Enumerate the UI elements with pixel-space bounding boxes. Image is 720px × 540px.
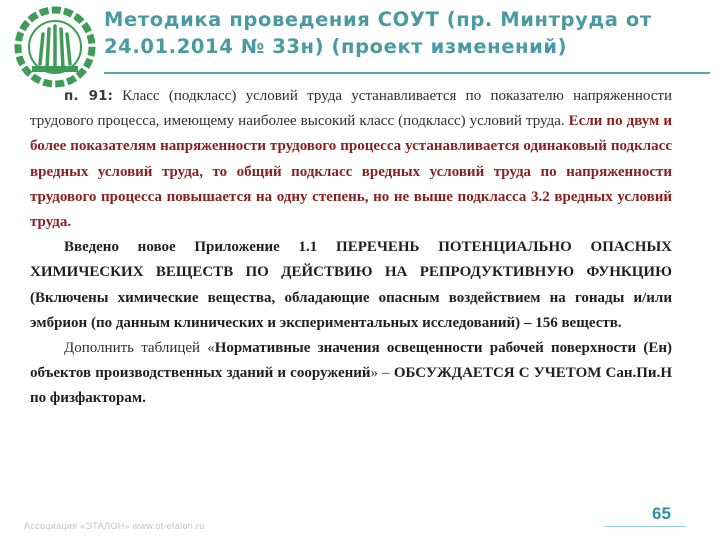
title-line-1: Методика проведения СОУТ (пр. Минтруда от — [104, 8, 652, 31]
footer-org: Ассоциация «ЭТАЛОН» www.ot-etalon.ru — [24, 521, 205, 531]
appendix-count: 156 веществ. — [535, 314, 622, 331]
appendix-intro: Введено новое Приложение — [64, 239, 299, 256]
table-status: ОБСУЖДАЕТСЯ С УЧЕТОМ Сан.Пи.Н по физфакторам. — [30, 365, 672, 407]
title-divider — [104, 72, 710, 74]
page-number-underline — [604, 526, 686, 527]
page-number: 65 — [652, 504, 671, 523]
main-text — [30, 84, 672, 412]
page-title — [104, 6, 714, 60]
circular-emblem-icon — [14, 6, 96, 88]
clause-emphasis: Если по двум и более показателям напряженности трудового процесса устанавливается одинаковый подкласс вредных условий труда, то общий подкласс вредных условий труда по напряженности трудового процесса повышается на одну степень, но не выше подкласса 3.2 вредных условий труда. — [30, 113, 672, 231]
appendix-title: 1.1 ПЕРЕЧЕНЬ ПОТЕНЦИАЛЬНО ОПАСНЫХ ХИМИЧЕСКИХ ВЕЩЕСТВ ПО ДЕЙСТВИЮ НА РЕПРОДУКТИВНУЮ ФУНКЦИЮ — [30, 239, 673, 281]
table-dash: » – — [370, 365, 394, 382]
title-line-2: 24.01.2014 № 33н) (проект изменений) — [104, 35, 568, 58]
paragraph-appendix — [30, 235, 672, 336]
table-title: Нормативные значения освещенности рабочей поверхности (Ен) объектов производственных зданий и сооружений — [30, 340, 672, 382]
paragraph-clause-91 — [30, 84, 672, 235]
paragraph-table — [30, 336, 672, 412]
clause-label: п. 91: — [64, 88, 113, 104]
clause-text: Класс (подкласс) условий труда устанавливается по показателю напряженности трудового процесса, имеющему наиболее высокий класс (подкласс) условий труда. — [30, 88, 672, 130]
appendix-description: (Включены химические вещества, обладающие опасным воздействием на гонады и/или эмбрион (по данным клинических и экспериментальных исследований) – — [30, 289, 672, 331]
table-intro: Дополнить таблицей « — [64, 340, 215, 357]
